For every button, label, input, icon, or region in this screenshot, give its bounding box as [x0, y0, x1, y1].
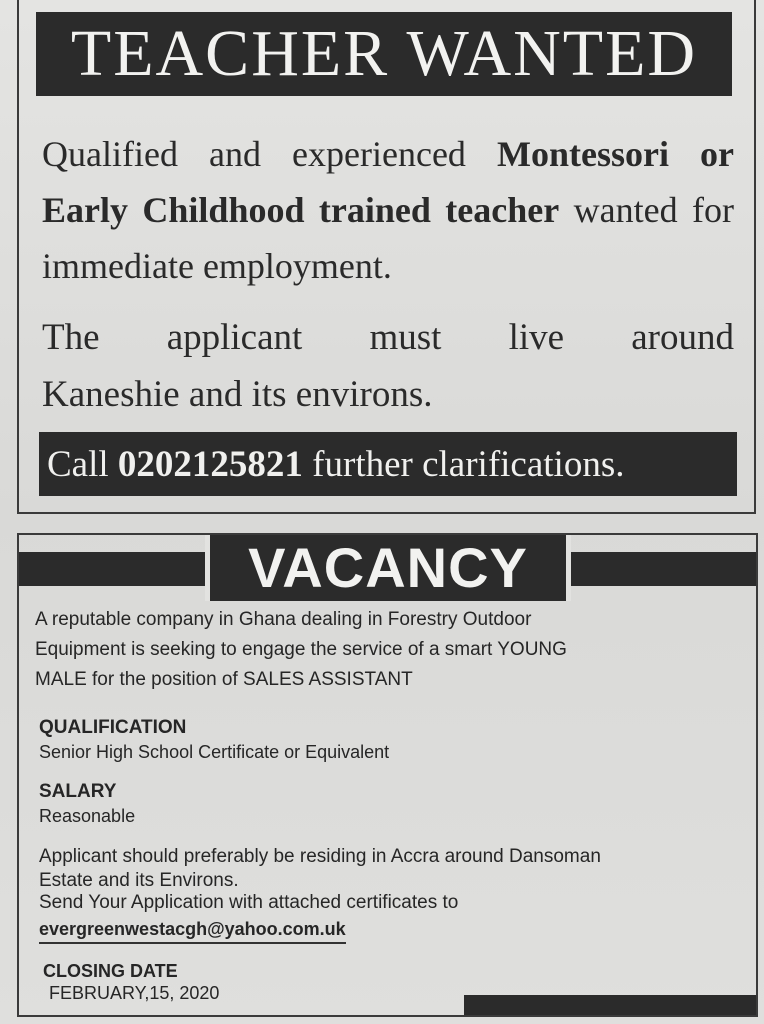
vacancy-ad-title: VACANCY [205, 535, 571, 601]
location-word: around [631, 317, 734, 358]
salary-section [39, 780, 739, 828]
closing-date: FEBRUARY,15, 2020 [49, 983, 220, 1003]
bottom-band [464, 995, 756, 1015]
residence-line: Estate and its Environs. [39, 870, 239, 891]
intro-line: A reputable company in Ghana dealing in Forestry Outdoor [35, 609, 532, 630]
call-prefix: Call [47, 444, 118, 485]
qualification-section [39, 716, 739, 764]
qualification-heading: QUALIFICATION [39, 717, 187, 738]
location-word: applicant [166, 317, 303, 358]
residence-section [39, 843, 751, 945]
location-line-2: Kaneshie and its environs. [42, 374, 433, 415]
phone-number: 0202125821 [117, 444, 303, 485]
call-bar [39, 432, 737, 496]
qualification-text: Senior High School Certificate or Equivalent [39, 742, 390, 762]
teacher-ad-description [42, 126, 734, 294]
location-word: live [508, 317, 565, 358]
closing-date-section [43, 960, 443, 1004]
description-suffix: wanted for immediate employment. [42, 190, 734, 286]
salary-heading: SALARY [39, 781, 117, 802]
intro-line: Equipment is seeking to engage the service of a smart YOUNG [35, 639, 567, 660]
send-application-text: Send Your Application with attached certificates to [39, 892, 459, 913]
title-band-left [19, 552, 209, 586]
vacancy-ad [17, 533, 758, 1017]
teacher-ad-title: TEACHER WANTED [36, 12, 732, 96]
teacher-ad [17, 0, 756, 514]
location-word: must [369, 317, 442, 358]
location-line-1 [42, 309, 734, 366]
salary-text: Reasonable [39, 806, 136, 826]
teacher-ad-location [42, 309, 734, 423]
intro-line: MALE for the position of SALES ASSISTANT [35, 669, 413, 690]
residence-line: Applicant should preferably be residing in Accra around Dansoman [39, 846, 601, 867]
call-suffix: further clarifications. [302, 444, 625, 485]
description-highlight: Montessori or Early Childhood trained teacher [42, 134, 735, 230]
title-band-right [566, 552, 756, 586]
description-prefix: Qualified and experienced [42, 134, 497, 174]
closing-date-heading: CLOSING DATE [43, 961, 178, 981]
vacancy-intro [35, 605, 735, 695]
application-email: evergreenwestacgh@yahoo.com.uk [39, 916, 346, 944]
location-word: The [42, 317, 100, 358]
